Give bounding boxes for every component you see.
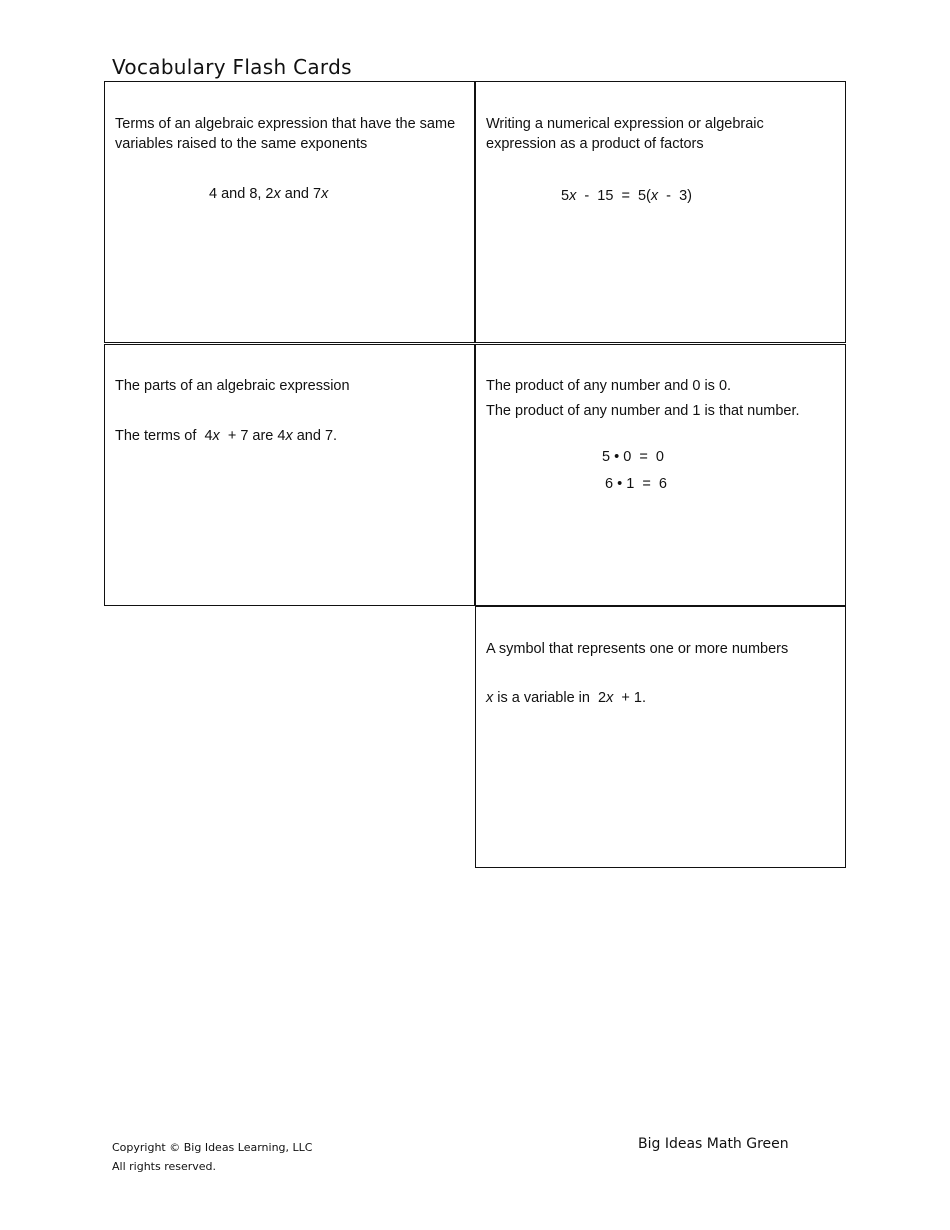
card-example-line-2: 6 • 1 = 6 — [605, 476, 667, 492]
card-definition: A symbol that represents one or more numbers — [486, 641, 789, 657]
flash-card-factoring — [475, 81, 846, 343]
card-definition: Writing a numerical expression or algebraic expression as a product of factors — [486, 116, 764, 152]
copyright-text: Copyright © Big Ideas Learning, LLC — [112, 1141, 313, 1154]
card-definition: Terms of an algebraic expression that have the same variables raised to the same exponents — [115, 116, 456, 152]
card-example: x is a variable in 2x + 1. — [486, 690, 646, 706]
footer-copyright — [112, 1138, 312, 1176]
card-example: 5x - 15 = 5(x - 3) — [561, 188, 692, 204]
footer-brand: Big Ideas Math Green — [638, 1136, 789, 1152]
page-title: Vocabulary Flash Cards — [112, 55, 352, 79]
flash-card-terms — [104, 344, 475, 606]
card-example: 4 and 8, 2x and 7x — [209, 186, 329, 202]
card-definition-line-2: The product of any number and 1 is that number. — [486, 403, 800, 419]
card-definition: The parts of an algebraic expression — [115, 378, 350, 394]
card-definition-line-1: The product of any number and 0 is 0. — [486, 378, 732, 394]
rights-text: All rights reserved. — [112, 1160, 217, 1173]
card-example-line-1: 5 • 0 = 0 — [602, 449, 664, 465]
card-example: The terms of 4x + 7 are 4x and 7. — [115, 428, 338, 444]
flash-card-properties — [475, 344, 846, 606]
flash-card-variable — [475, 606, 846, 868]
flash-card-like-terms — [104, 81, 475, 343]
